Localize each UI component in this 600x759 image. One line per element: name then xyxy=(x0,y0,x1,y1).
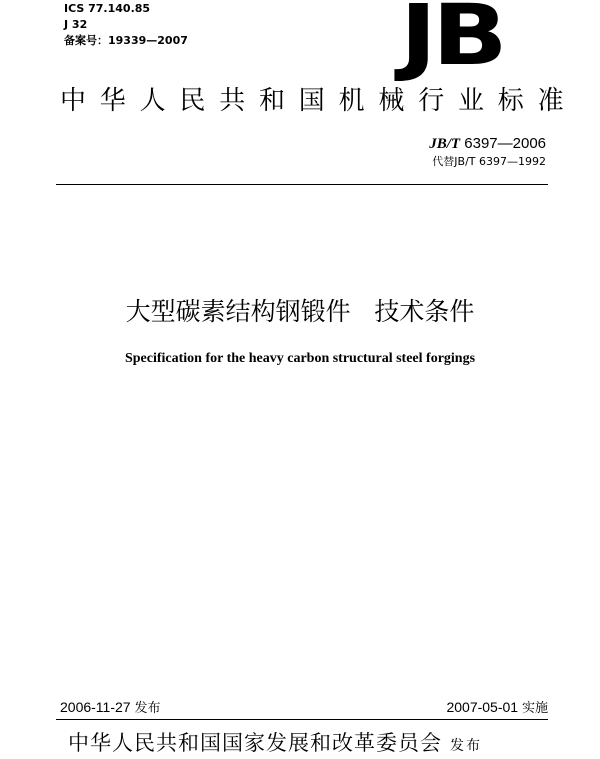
effective-label: 实施 xyxy=(521,701,548,716)
publisher-organization: 中华人民共和国国家发展和改革委员会 xyxy=(68,731,442,755)
standard-category-title: 中华人民共和国机械行业标准 xyxy=(60,86,578,116)
effective-date-line xyxy=(446,698,548,718)
document-title-english: Specification for the heavy carbon structural steel forgings xyxy=(124,351,476,366)
replaces-standard: 代替JB/T 6397—1992 xyxy=(432,155,546,168)
document-title-chinese: 大型碳素结构钢锻件 技术条件 xyxy=(125,297,475,326)
classification-code: J 32 xyxy=(64,18,88,31)
issue-date: 2006-11-27 xyxy=(60,699,131,715)
publisher-line xyxy=(68,730,482,759)
standard-number-prefix: JB/T xyxy=(429,136,461,152)
standard-number-value: 6397—2006 xyxy=(460,135,546,152)
bottom-divider xyxy=(56,719,548,720)
issue-date-line xyxy=(60,698,160,718)
filing-number: 备案号：19339—2007 xyxy=(64,34,188,47)
ics-code: ICS 77.140.85 xyxy=(64,2,151,15)
issue-label: 发布 xyxy=(134,701,161,716)
standard-number xyxy=(429,135,546,153)
top-divider xyxy=(56,184,548,185)
jb-logo: JB xyxy=(400,0,503,84)
effective-date: 2007-05-01 xyxy=(446,699,519,715)
publisher-label: 发布 xyxy=(450,738,482,754)
